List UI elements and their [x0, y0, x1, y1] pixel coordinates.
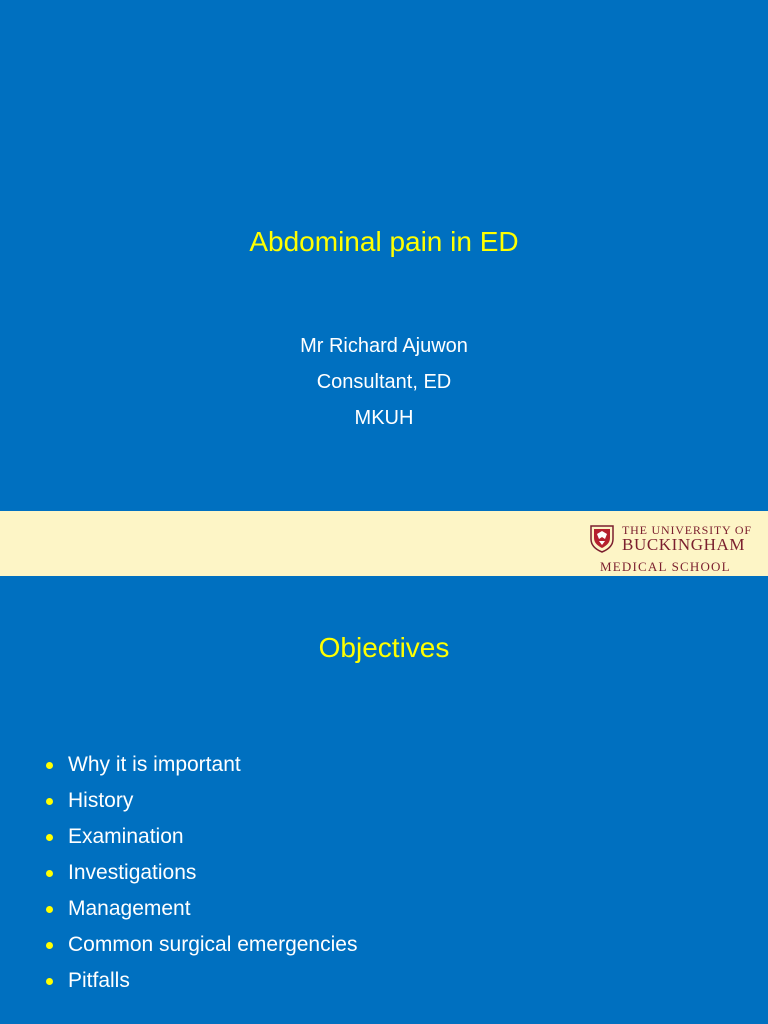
bullet-icon — [46, 834, 53, 841]
list-item-text: Examination — [68, 825, 184, 848]
list-item-text: Management — [68, 897, 191, 920]
slide-title: Abdominal pain in ED — [249, 226, 519, 257]
bullet-icon — [46, 870, 53, 877]
bullet-icon — [46, 798, 53, 805]
list-item — [44, 819, 357, 855]
footer-banner — [0, 511, 768, 576]
presenter-organization: MKUH — [354, 407, 414, 429]
list-item-text: Pitfalls — [68, 969, 130, 992]
presenter-role: Consultant, ED — [316, 371, 452, 393]
objectives-list — [44, 747, 357, 999]
objectives-title: Objectives — [318, 632, 450, 663]
list-item-text: Investigations — [68, 861, 197, 884]
list-item — [44, 927, 357, 963]
bullet-icon — [46, 942, 53, 949]
university-logo — [588, 523, 758, 575]
objectives-slide — [0, 576, 768, 1024]
list-item-text: Why it is important — [68, 753, 241, 776]
logo-text-line2: BUCKINGHAM — [622, 535, 746, 554]
title-slide — [0, 0, 768, 511]
university-crest-icon — [590, 525, 614, 553]
list-item-text: Common surgical emergencies — [68, 933, 358, 956]
list-item-text: History — [68, 789, 134, 812]
logo-text-line3: MEDICAL SCHOOL — [600, 559, 731, 574]
list-item — [44, 855, 357, 891]
logo-text-line1: THE UNIVERSITY OF — [622, 523, 752, 537]
list-item — [44, 891, 357, 927]
list-item — [44, 783, 357, 819]
presenter-name: Mr Richard Ajuwon — [300, 335, 468, 357]
bullet-icon — [46, 906, 53, 913]
bullet-icon — [46, 762, 53, 769]
list-item — [44, 747, 357, 783]
list-item — [44, 963, 357, 999]
bullet-icon — [46, 978, 53, 985]
